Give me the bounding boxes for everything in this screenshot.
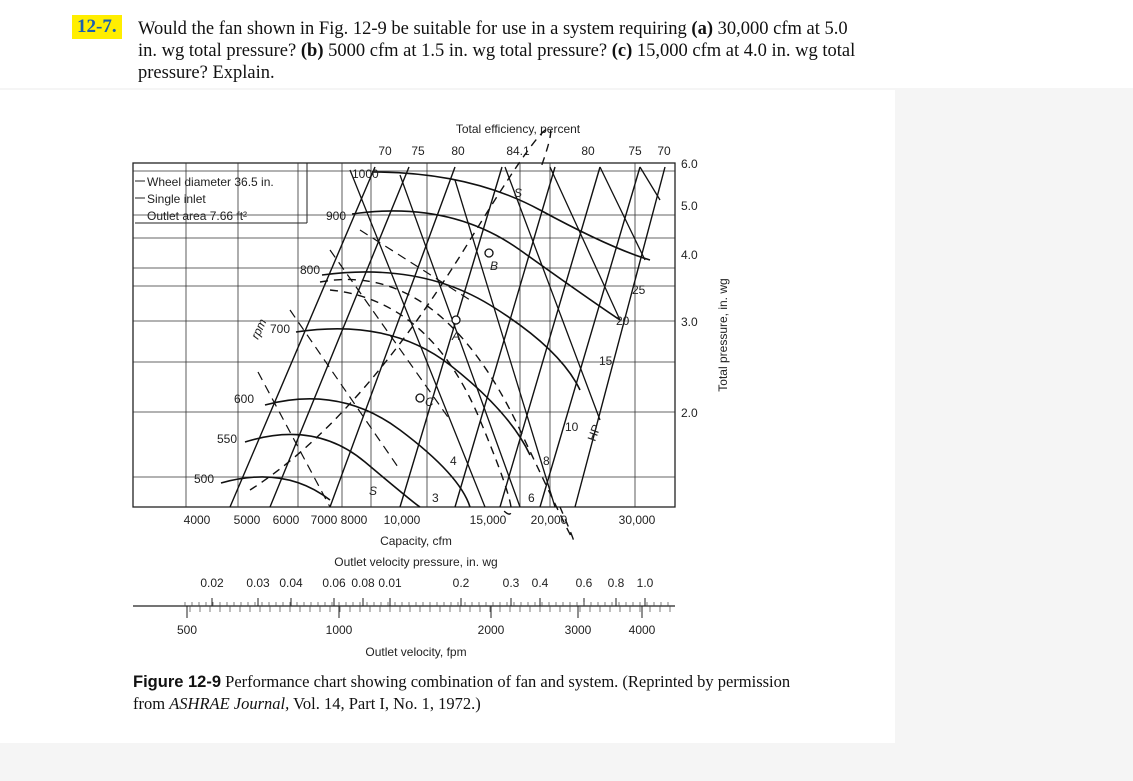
- efficiency-line: [330, 167, 455, 507]
- performance-chart: [0, 90, 895, 743]
- figure-caption: [133, 671, 813, 714]
- x-tick-label: 30,000: [618, 513, 656, 527]
- rpm-label: 1000: [352, 167, 379, 181]
- caption-text: Performance chart showing combination of fan and system. (Reprinted by permission from: [133, 672, 791, 713]
- hp-axis-label: HP: [584, 422, 604, 444]
- efficiency-tick-label: 80: [451, 144, 465, 158]
- efficiency-tick-label: 70: [657, 144, 671, 158]
- x-tick-label: 7000: [310, 513, 338, 527]
- efficiency-tick-label: 70: [378, 144, 392, 158]
- part-a-text: 30,000 cfm at 5.0 in. wg total pressure?: [138, 19, 848, 61]
- hp-label: 8: [543, 454, 550, 468]
- hp-label: 4: [450, 454, 457, 468]
- velocity-pressure-tick-label: 0.03: [246, 576, 270, 590]
- y-tick-label: 4.0: [681, 248, 698, 262]
- hp-label: 15: [599, 354, 613, 368]
- part-b-label: (b): [300, 41, 324, 61]
- chart-title: Total efficiency, percent: [455, 122, 581, 136]
- legend-line-3: Outlet area 7.66 ft²: [147, 209, 248, 223]
- y-tick-label: 6.0: [681, 157, 698, 171]
- rpm-label: 550: [217, 432, 238, 446]
- problem-number: 12-7.: [72, 15, 122, 39]
- rpm-curve: [265, 399, 470, 507]
- efficiency-line: [575, 167, 665, 507]
- hp-line: [505, 167, 600, 420]
- y-tick-label: 3.0: [681, 315, 698, 329]
- rpm-curve: [352, 211, 620, 320]
- velocity-pressure-tick-label: 0.04: [279, 576, 303, 590]
- part-c-label: (c): [611, 41, 633, 61]
- point-label-B: B: [490, 259, 499, 273]
- dashed-line: [258, 372, 330, 507]
- x-tick-label: 8000: [340, 513, 368, 527]
- rpm-label: 700: [270, 322, 291, 336]
- velocity-pressure-tick-label: 0.8: [607, 576, 625, 590]
- hp-line: [600, 167, 645, 260]
- system-curve-label-top: S: [514, 186, 523, 200]
- velocity-pressure-tick-label: 1.0: [636, 576, 654, 590]
- velocity-pressure-tick-label: 0.08: [351, 576, 375, 590]
- hp-label: 20: [616, 314, 630, 328]
- velocity-tick-label: 4000: [628, 623, 656, 637]
- velocity-pressure-tick-label: 0.02: [200, 576, 224, 590]
- x-axis-label: Capacity, cfm: [380, 534, 452, 548]
- figure-panel: [0, 90, 895, 743]
- velocity-tick-label: 2000: [477, 623, 505, 637]
- velocity-pressure-tick-label: 0.06: [322, 576, 346, 590]
- operating-point-A: [452, 316, 460, 324]
- caption-label: Figure 12-9: [133, 673, 222, 691]
- part-c-text: 15,000 cfm at 4.0 in. wg total pressure? Explain.: [138, 41, 856, 83]
- x-tick-label: 4000: [183, 513, 211, 527]
- velocity-tick-label: 1000: [325, 623, 353, 637]
- part-a-label: (a): [691, 19, 713, 39]
- hp-label: 10: [565, 420, 579, 434]
- rpm-label: 500: [194, 472, 215, 486]
- velocity-scale-label: Outlet velocity, fpm: [365, 645, 467, 659]
- hp-label: 3: [432, 491, 439, 505]
- dashed-line: [360, 230, 470, 300]
- operating-point-B: [485, 249, 493, 257]
- velocity-pressure-tick-label: 0.4: [531, 576, 549, 590]
- y-tick-label: 5.0: [681, 199, 698, 213]
- hp-label: 25: [632, 283, 646, 297]
- velocity-pressure-scale-label: Outlet velocity pressure, in. wg: [334, 555, 498, 569]
- x-tick-label: 10,000: [383, 513, 421, 527]
- velocity-pressure-tick-label: 0.3: [502, 576, 520, 590]
- x-tick-label: 6000: [272, 513, 300, 527]
- system-curve-label-bottom: S: [369, 484, 378, 498]
- efficiency-tick-label: 75: [411, 144, 425, 158]
- x-tick-label: 20,000: [530, 513, 568, 527]
- efficiency-tick-label: 84.1: [506, 144, 530, 158]
- y-axis-label: Total pressure, in. wg: [716, 278, 730, 392]
- efficiency-tick-label: 80: [581, 144, 595, 158]
- problem-intro: Would the fan shown in Fig. 12-9 be suitable for use in a system requiring: [138, 19, 687, 39]
- operating-point-C: [416, 394, 424, 402]
- x-tick-label: 5000: [233, 513, 261, 527]
- part-b-text: 5000 cfm at 1.5 in. wg total pressure?: [328, 41, 608, 61]
- rpm-label: 800: [300, 263, 321, 277]
- caption-rest: Vol. 14, Part I, No. 1, 1972.): [293, 694, 481, 713]
- y-tick-label: 2.0: [681, 406, 698, 420]
- velocity-pressure-tick-label: 0.01: [378, 576, 402, 590]
- system-curve: [250, 128, 551, 490]
- velocity-tick-label: 3000: [564, 623, 592, 637]
- hp-line: [550, 167, 620, 320]
- point-label-C: C: [425, 395, 434, 409]
- hp-label: 6: [528, 491, 535, 505]
- problem-text: [138, 18, 858, 84]
- rpm-axis-label: rpm: [248, 316, 270, 342]
- velocity-pressure-tick-label: 0.6: [575, 576, 593, 590]
- x-tick-label: 15,000: [469, 513, 507, 527]
- rpm-label: 600: [234, 392, 255, 406]
- caption-journal: ASHRAE Journal,: [169, 694, 290, 713]
- problem-block: [0, 0, 1133, 88]
- legend-line-2: Single inlet: [147, 192, 206, 206]
- rpm-curve: [322, 272, 580, 390]
- velocity-tick-label: 500: [176, 623, 198, 637]
- velocity-pressure-tick-label: 0.2: [452, 576, 470, 590]
- point-label-A: A: [452, 329, 461, 343]
- hp-line: [640, 167, 660, 200]
- rpm-curve: [245, 434, 420, 507]
- efficiency-tick-label: 75: [628, 144, 642, 158]
- rpm-label: 900: [326, 209, 347, 223]
- legend-line-1: Wheel diameter 36.5 in.: [147, 175, 274, 189]
- hp-line: [350, 170, 485, 507]
